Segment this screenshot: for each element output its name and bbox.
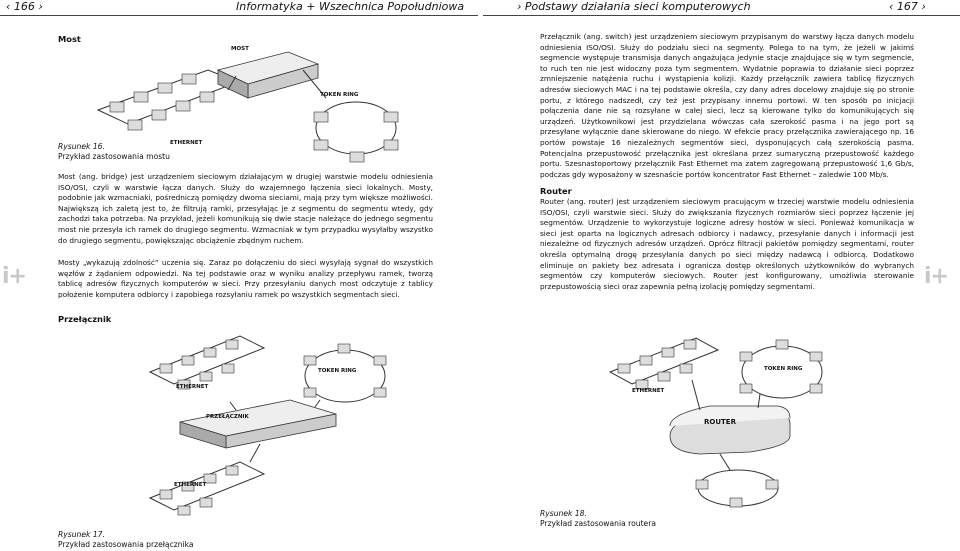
switch-paragraph: Przełącznik (ang. switch) jest urządzeniem sieciowym przypisanym do warstwy łącza danych modelu odniesienia ISO/OSI. Służy do podziału sieci na segmenty. Polega to na tym, że jeżeli w jakimś segmencie występuje transmisja danych angażująca jedynie stacje znajdujące się w tym segmencie, to ruch ten nie jest widoczny poza tym segmentem. Wydatnie poprawia to działanie sieci poprzez zmniejszenie natężenia ruchu i wystąpienia kolizji. Każdy przełącznik zawiera tablicę fizycznych adresów sieciowych MAC i na tej podstawie określa, czy dany adres docelowy znajduje się po stronie portu, z którego nadszedł, czy też jest przypisany innemu portowi. W ten sposób po inicjacji połączenia dane nie są rozsyłane w całej sieci, lecz są kierowane tylko do komunikujących się urządzeń. Użytkownikowi jest przydzielana wówczas cała szerokość pasma i na jego port są przesyłane wyłącznie dane skierowane do niego. W efekcie pracy przełącznika zawierającego np. 16 portów powstaje 16 niezależnych segmentów sieci, dysponujących całą szerokością pasma. Potencjalna przepustowość przełącznika jest określana przez sumaryczną przepustowość każdego portu. Szesnastoportowy przełącznik Fast Ethernet ma zatem zagregowaną przepustowość 1,6 Gb/s, podczas gdy wyposażony w szesnaście portów koncentrator Fast Ethernet – zaledwie 100 Mb/s. xyxy=(540,32,914,179)
fig17-token-ring-label: TOKEN RING xyxy=(318,368,357,374)
fig16-ethernet-label: ETHERNET xyxy=(170,140,203,146)
figure-17-number: Rysunek 17. xyxy=(58,530,105,539)
side-marker-left: i+ xyxy=(2,264,26,289)
fig17-token-ring xyxy=(304,344,386,402)
switch-device xyxy=(180,400,336,462)
header-rule-left xyxy=(0,15,478,16)
fig17-ethernet-top-label: ETHERNET xyxy=(176,384,209,390)
figure-16-caption xyxy=(58,142,170,162)
token-ring-segment xyxy=(314,92,398,162)
side-marker-right: i+ xyxy=(924,264,948,289)
fig18-token-ring xyxy=(740,340,822,398)
figure-16-caption-text: Przykład zastosowania mostu xyxy=(58,152,170,161)
fig17-ethernet-bottom-label: ETHERNET xyxy=(174,482,207,488)
right-page-number: 167 xyxy=(896,0,918,13)
section-heading-router: Router xyxy=(540,186,572,196)
section-heading-switch: Przełącznik xyxy=(58,314,112,324)
bridge-device xyxy=(218,46,326,98)
figure-17-caption-text: Przykład zastosowania przełącznika xyxy=(58,540,194,549)
right-page-number-wrapper: ‹ 167 › xyxy=(889,0,926,13)
ethernet-segment xyxy=(98,70,238,146)
figure-17-switch-diagram xyxy=(140,322,410,522)
most-paragraph-1: Most (ang. bridge) jest urządzeniem sieciowym działającym w drugiej warstwie modelu odniesienia ISO/OSI, czyli w warstwie łącza danych. Służy do wzajemnego łączenia sieci lokalnych. Mosty, podobnie jak wzmacniaki, pośredniczą pomiędzy dwoma sieciami, mają przy tym większe możliwości. Największą ich zaletą jest to, że filtrują ramki, przesyłając je z segmentu do segmentu wtedy, gdy zachodzi taka potrzeba. Na przykład, jeżeli komunikują się dwie stacje należące do jednego segmentu most nie przesyła ich ramek do drugiego segmentu. Wzmacniak w tym przypadku wysyłałby wszystko do drugiego segmentu, powiększając obciążenie zbędnym ruchem. xyxy=(58,172,433,245)
fig16-token-ring-label: TOKEN RING xyxy=(320,92,359,98)
left-page-number: 166 xyxy=(13,0,35,13)
right-running-title: Podstawy działania sieci komputerowych xyxy=(524,0,751,13)
most-paragraph-2: Mosty „wykazują zdolność” uczenia się. Zaraz po dołączeniu do sieci wysyłają sygnał do wszystkich węzłów z żądaniem odpowiedzi. Na tej podstawie oraz w wyniku analizy przepływu ramek, tworzą tablicę adresów fizycznych komputerów w sieci. Przy przesyłaniu danych most odczytuje z tablicy położenie komputera odbiorcy i zapobiega rozsyłaniu ramek po wszystkich segmentach sieci. xyxy=(58,258,433,299)
header-rule-right xyxy=(483,15,960,16)
left-page-number-wrapper: ‹ 166 › xyxy=(6,0,43,13)
fig17-ethernet-bottom xyxy=(150,462,264,515)
figure-17-caption xyxy=(58,530,194,550)
section-heading-most: Most xyxy=(58,34,81,44)
figure-18-caption-text: Przykład zastosowania routera xyxy=(540,519,657,528)
router-device xyxy=(670,380,790,470)
figure-18-router-diagram xyxy=(600,320,840,510)
right-running-title-wrapper: › Podstawy działania sieci komputerowych xyxy=(517,0,751,13)
fig18-bottom-segment xyxy=(696,470,778,507)
figure-18-caption xyxy=(540,509,656,529)
fig18-ethernet-label: ETHERNET xyxy=(632,388,665,394)
fig18-router-label: ROUTER xyxy=(704,418,736,426)
fig17-ethernet-top xyxy=(150,336,264,390)
router-paragraph: Router (ang. router) jest urządzeniem sieciowym pracującym w trzeciej warstwie modelu odniesienia ISO/OSI, czyli warstwie sieci. Służy do zwiększania fizycznych rozmiarów sieci poprzez łączenie jej segmentów. Urządzenie to wykorzystuje logiczne adresy hostów w sieci. Ponieważ komunikacja w sieci jest oparta na logicznych adresach odbiorcy i nadawcy, przesyłanie danych i informacji jest niezależne od fizycznych adresów urządzeń. Oprócz filtracji pakietów pomiędzy segmentami, router określa optymalną drogę przesyłania danych po sieci między nadawcą i odbiorcą. Dodatkowo eliminuje on pakiety bez adresata i ogranicza dostęp określonych użytkowników do wybranych segmentów czy komputerów sieciowych. Router jest konfigurowany, umożliwia sterowanie przepustowością sieci oraz zapewnia pełną izolację pomiędzy segmentami. xyxy=(540,197,914,291)
figure-16-number: Rysunek 16. xyxy=(58,142,105,151)
left-running-title: Informatyka + Wszechnica Popołudniowa xyxy=(236,0,465,13)
fig16-most-label: MOST xyxy=(231,46,249,52)
fig18-token-ring-label: TOKEN RING xyxy=(764,366,803,372)
fig18-ethernet xyxy=(610,338,718,394)
fig17-switch-label: PRZEŁĄCZNIK xyxy=(206,414,249,420)
figure-18-number: Rysunek 18. xyxy=(540,509,587,518)
page-header xyxy=(0,0,960,16)
